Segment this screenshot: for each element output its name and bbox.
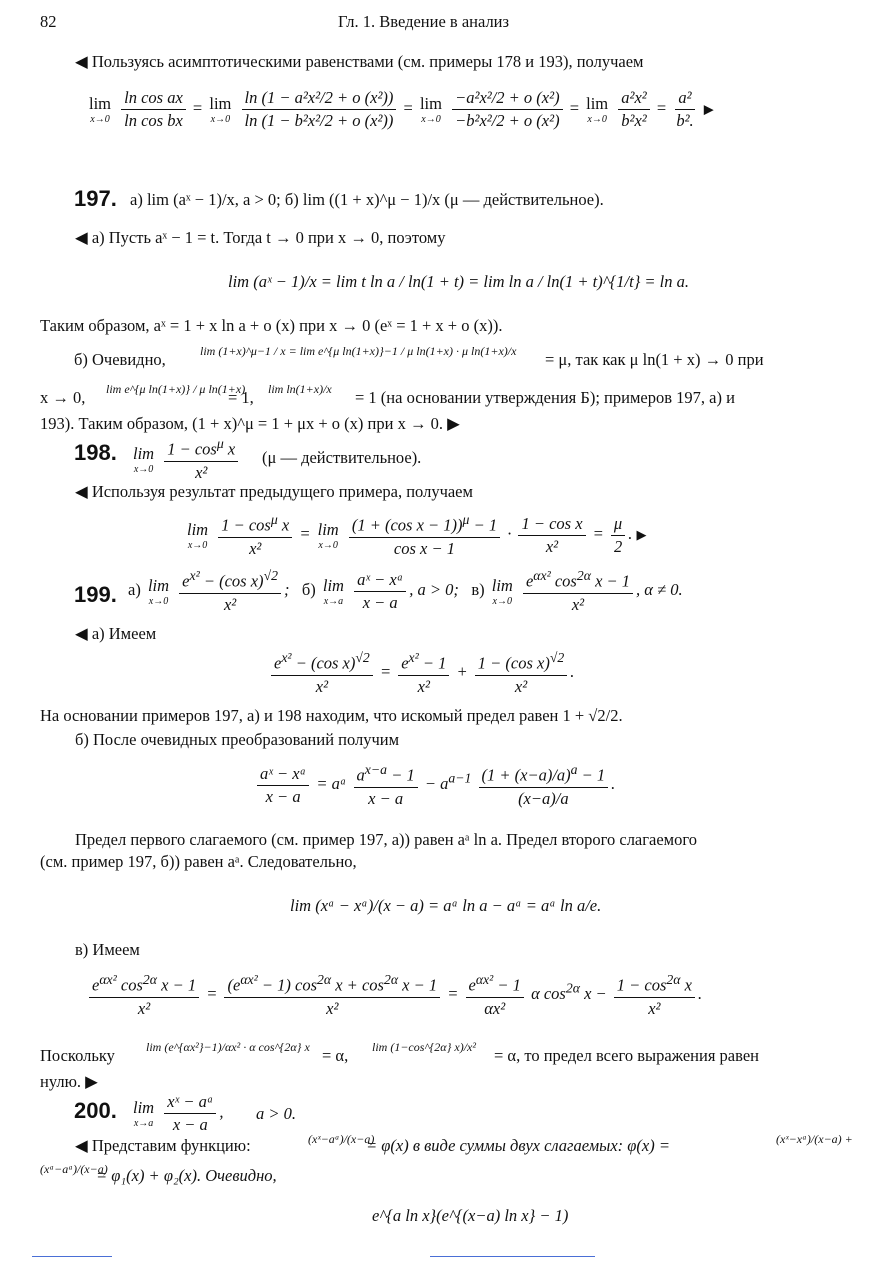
solution-197b-start: б) Очевидно, xyxy=(74,350,166,369)
solution-200a-2: = φ(x) в виде суммы двух слагаемых: φ(x) = xyxy=(366,1136,670,1155)
problem-199-statement: а) lim x→0 $\frac{e^{x^2} - (\cos x)^{√2}}{\text{x²}}$ ; б) lim x→a $\frac{\text{aˣ − xᵃ}}{x - a}$ , a > 0; в) lim x→0 $\frac{e^{\alpha x^2} \cos^{2\alpha} x - 1}{\text{x²}}$ , α ≠ 0. xyxy=(128,568,683,614)
intro-line: ◀ Пользуясь асимптотическими равенствами (см. примеры 178 и 193), получаем xyxy=(75,52,644,71)
f1-r1-den: −b²x²/2 + o (x²) xyxy=(455,111,560,130)
solution-199b: б) После очевидных преобразований получим xyxy=(75,730,400,749)
formula-199c-inline2: lim (1−cos^{2α} x)/x² xyxy=(372,1040,476,1054)
formula-197b-inline3: lim ln(1+x)/x xyxy=(268,382,332,396)
formula-199c: $\frac{e^{\alpha x^2} \cos^{2\alpha} x - 1}{\text{x²}}$ = $\frac{(e^{\alpha x^2} - 1) \cos^{2\alpha} x + \cos^{2\alpha} x - 1}{\text{x²}}$ = $\frac{e^{\alpha x^2} - 1}{\text{αx²}}$ α $\cos^{2\alpha} x$ − $\frac{1 - \cos^{2\alpha} x}{\text{x²}}$ . xyxy=(86,972,702,1019)
formula-199c-inline1: lim (e^{αx²}−1)/αx² · α cos^{2α} x xyxy=(146,1040,310,1054)
problem-198-limit: lim x→0 $\frac{1 - \cos^\mu x}{\text{x²}}$ xyxy=(130,436,241,483)
formula-199b: $\frac{\text{aˣ − xᵃ}}{x - a}$ = aᵃ $\frac{a^{x-a} - 1}{x - a}$ − $a^{a-1}$ $\frac{(1 + (x-a)/a)^a - 1}{(x-a)/a}$ . xyxy=(254,762,615,809)
problem-198-text: (μ — действительное). xyxy=(262,448,422,467)
text-199b-limit2: (см. пример 197, б)) равен aᵃ. Следовательно, xyxy=(40,852,357,871)
page-number: 82 xyxy=(40,12,57,31)
formula-197b-inline2: lim e^{μ ln(1+x)} / μ ln(1+x) xyxy=(106,382,246,396)
p199-a-label: а) xyxy=(128,580,141,600)
formula-200-inline3: (xᵃ−aᵃ)/(x−a) xyxy=(40,1162,108,1176)
f1-r3-num: a² xyxy=(675,88,694,110)
text-199b-limit1: Предел первого слагаемого (см. пример 197, а)) равен aᵃ ln a. Предел второго слагаемого xyxy=(75,830,697,849)
summary-197a: Таким образом, aˣ = 1 + x ln a + o (x) при x → 0 (eˣ = 1 + x + o (x)). xyxy=(40,316,503,335)
p199-c-label: в) xyxy=(471,580,485,600)
solution-197b-line2-b: = 1, xyxy=(228,388,254,407)
footer-link-right[interactable] xyxy=(430,1256,595,1257)
solution-198: ◀ Используя результат предыдущего примера, получаем xyxy=(75,482,473,501)
f1-lhs-num: ln cos ax xyxy=(121,88,186,110)
footer-link-left[interactable] xyxy=(32,1256,112,1257)
text-199c-eq1: = α, xyxy=(322,1046,349,1065)
formula-199b-result: lim (xᵃ − xᵃ)/(x − a) = aᵃ ln a − aᵃ = aᵃ ln a/e. xyxy=(290,896,602,915)
p199-cond-c: α ≠ 0. xyxy=(644,580,683,600)
f1-mid-den: ln (1 − b²x²/2 + o (x²)) xyxy=(244,111,394,130)
formula-197b-inline: lim (1+x)^μ−1 / x = lim e^{μ ln(1+x)}−1 / μ ln(1+x) · μ ln(1+x)/x xyxy=(200,344,517,358)
formula-200-inline2: (xˣ−xᵃ)/(x−a) + xyxy=(776,1132,853,1146)
solution-197b-line2-a: x → 0, xyxy=(40,388,86,407)
p199-b-label: б) xyxy=(301,580,316,600)
formula-197a: lim (aˣ − 1)/x = lim t ln a / ln(1 + t) = lim ln a / ln(1 + t)^{1/t} = ln a. xyxy=(228,272,690,291)
f1-r2-den: b²x² xyxy=(621,111,647,130)
formula-asymptotic: lim x→0 $\frac{\text{ln cos ax}}{\text{ln cos bx}}$ = lim x→0 $\frac{\text{ln (1 − a²x²/2 + o (x²))}}{\text{ln (1 − b²x²/2 + o (x²))}}$ = lim x→0 $\frac{\text{−a²x²/2 + o (x²)}}{\text{−b²x²/2 + o (x²)}}$ = lim x→0 $\frac{\text{a²x²}}{\text{b²x²}}$ = $\frac{\text{a²}}{\text{b².}}$ ▶ xyxy=(89,88,714,130)
formula-200-inline1: (xˣ−aᵃ)/(x−a) xyxy=(308,1132,375,1146)
problem-197-text: a) lim (aˣ − 1)/x, a > 0; б) lim ((1 + x)^μ − 1)/x (μ — действительное). xyxy=(130,190,604,209)
summary-199a: На основании примеров 197, а) и 198 находим, что искомый предел равен 1 + √2/2. xyxy=(40,706,623,725)
formula-199a: $\frac{e^{x^2} - (\cos x)^{√2}}{\text{x²}}$ = $\frac{e^{x^2} - 1}{\text{x²}}$ + $\frac{1 - (\cos x)^{√2}}{\text{x²}}$ . xyxy=(268,650,574,697)
f1-lhs-den: ln cos bx xyxy=(124,111,183,130)
problem-199-number: 199. xyxy=(74,582,117,607)
summary-197b: 193). Таким образом, (1 + x)^μ = 1 + μx + o (x) при x → 0. ▶ xyxy=(40,414,460,433)
solution-200a: ◀ Представим функцию: xyxy=(75,1136,251,1155)
problem-200-number: 200. xyxy=(74,1098,117,1123)
formula-198: lim x→0 $\frac{1 - \cos^\mu x}{\text{x²}}$ = lim x→0 $\frac{(1 + (\cos x - 1))^\mu - 1}{\text{cos x − 1}}$ · $\frac{\text{1 − cos x}}{\text{x²}}$ = $\frac{\mu}{2}$ . ▶ xyxy=(187,512,647,558)
problem-197-number: 197. xyxy=(74,186,117,211)
solution-199c: в) Имеем xyxy=(75,940,140,959)
text-199c-eq2: = α, то предел всего выражения равен xyxy=(494,1046,759,1065)
problem-200-cond: a > 0. xyxy=(256,1104,297,1123)
f1-r2-num: a²x² xyxy=(618,88,649,110)
formula-200-cut: e^{a ln x}(e^{(x−a) ln x} − 1) xyxy=(372,1206,569,1225)
text-199c-since: Поскольку xyxy=(40,1046,115,1065)
problem-198-number: 198. xyxy=(74,440,117,465)
solution-197b-line2-c: = 1 (на основании утверждения Б); примеров 197, а) и xyxy=(355,388,735,407)
p199-cond-b: a > 0; xyxy=(417,580,459,600)
solution-197a: ◀ а) Пусть aˣ − 1 = t. Тогда t → 0 при x → 0, поэтому xyxy=(75,228,446,247)
f1-r3-den: b². xyxy=(676,111,694,130)
solution-197b-end: = μ, так как μ ln(1 + x) → 0 при xyxy=(545,350,764,369)
f1-r1-num: −a²x²/2 + o (x²) xyxy=(452,88,562,110)
problem-200-limit: lim x→a $\frac{\text{xˣ − aᵃ}}{x - a}$ , xyxy=(133,1092,224,1134)
solution-199a: ◀ а) Имеем xyxy=(75,624,157,643)
text-199c-zero: нулю. ▶ xyxy=(40,1072,98,1091)
chapter-title: Гл. 1. Введение в анализ xyxy=(338,12,510,31)
solution-200b: = φ₁(x) + φ₂(x). Очевидно, xyxy=(96,1166,277,1185)
f1-mid-num: ln (1 − a²x²/2 + o (x²)) xyxy=(242,88,397,110)
